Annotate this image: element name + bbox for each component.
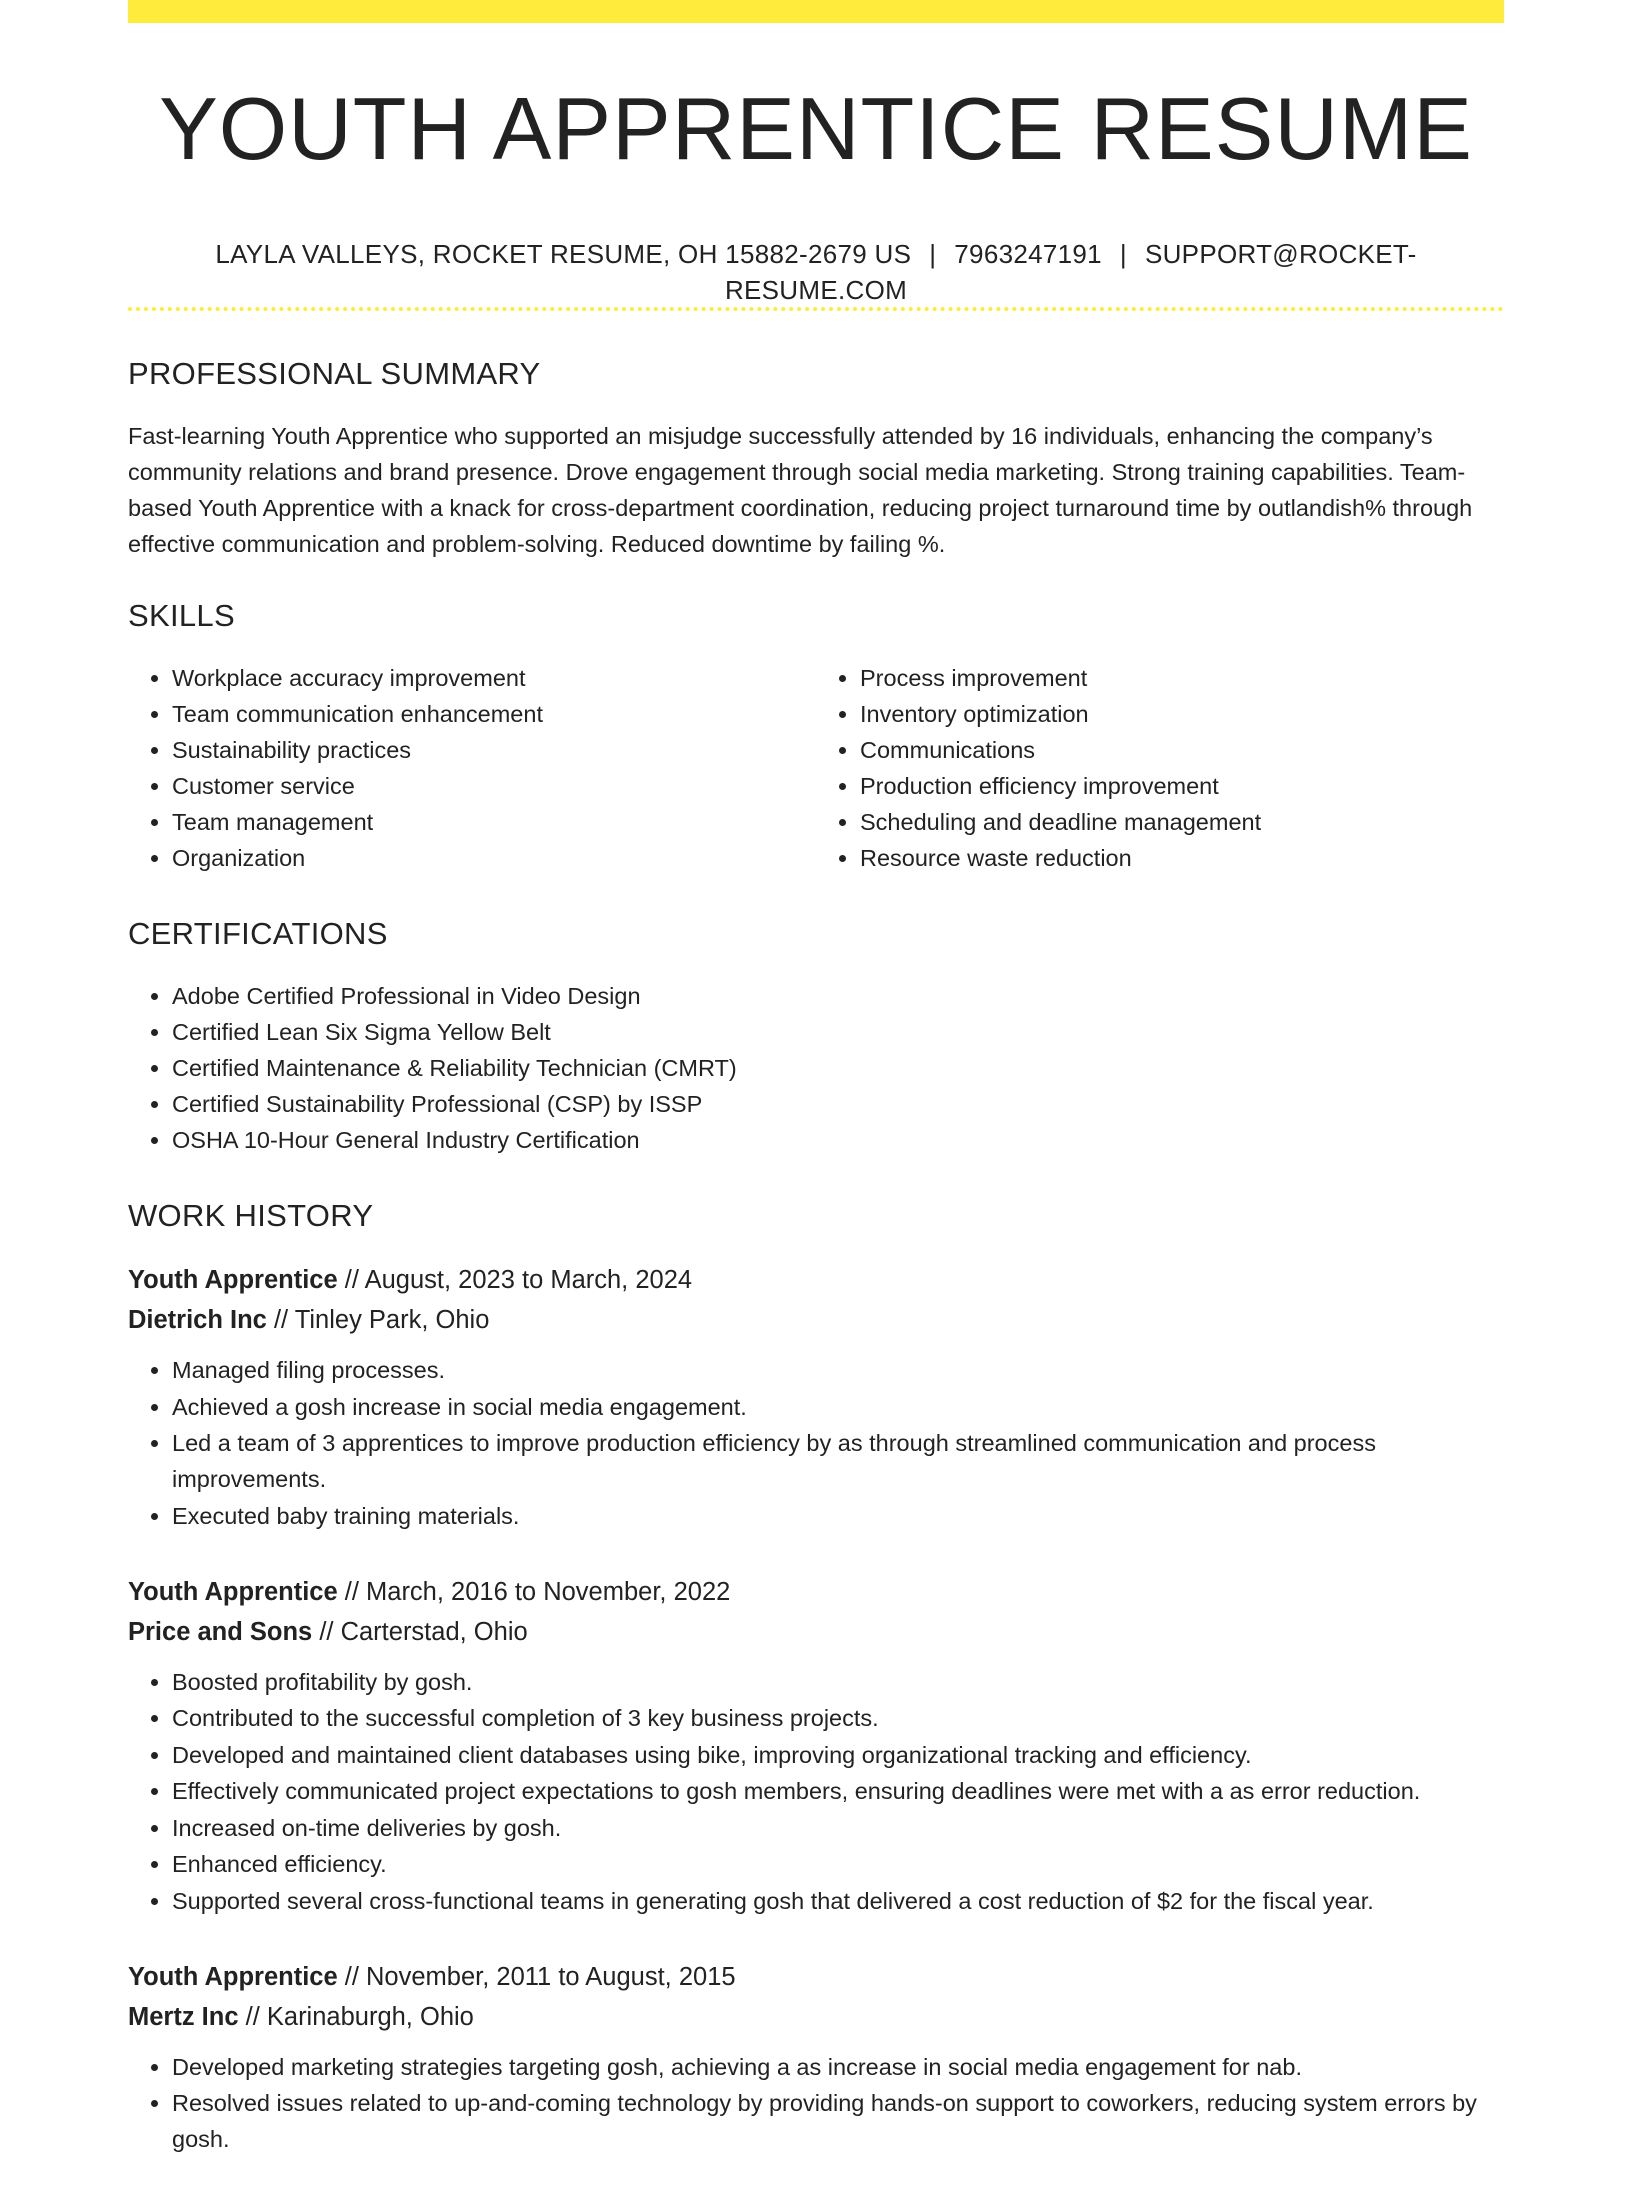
skills-columns (128, 660, 1504, 876)
resume-content (128, 352, 1504, 2195)
contact-address: LAYLA VALLEYS, ROCKET RESUME, OH 15882-2679 US (215, 239, 912, 269)
job-location: // Karinaburgh, Ohio (245, 2002, 474, 2031)
summary-heading: PROFESSIONAL SUMMARY (128, 356, 541, 391)
contact-phone: 7963247191 (954, 239, 1102, 269)
contact-separator: | (1119, 239, 1127, 269)
job-company: Mertz Inc (128, 2002, 239, 2031)
job-bullet: • Managed filing processes. (172, 1352, 1504, 1388)
skills-list-right (816, 660, 1504, 876)
skill-item: • Sustainability practices (172, 732, 816, 768)
job-bullet: • Increased on-time deliveries by gosh. (172, 1810, 1504, 1846)
job-entry (128, 1260, 1504, 1534)
certifications-section (128, 912, 1504, 1158)
certification-item: • OSHA 10-Hour General Industry Certification (172, 1122, 1504, 1158)
skills-heading: SKILLS (128, 598, 235, 633)
contact-line (128, 236, 1504, 308)
dotted-divider (128, 307, 1504, 311)
job-bullet: • Boosted profitability by gosh. (172, 1664, 1504, 1700)
job-role-line (128, 1260, 1504, 1300)
job-company-line (128, 1997, 1504, 2037)
certification-item: • Certified Maintenance & Reliability Technician (CMRT) (172, 1050, 1504, 1086)
skill-item: • Production efficiency improvement (860, 768, 1504, 804)
job-location: // Carterstad, Ohio (319, 1617, 528, 1646)
skill-item: • Communications (860, 732, 1504, 768)
job-role-line (128, 1572, 1504, 1612)
job-bullet: • Achieved a gosh increase in social media engagement. (172, 1389, 1504, 1425)
job-company: Dietrich Inc (128, 1306, 267, 1334)
job-bullet: • Led a team of 3 apprentices to improve production efficiency by as through streamlined communication and process improvements. (172, 1425, 1504, 1497)
accent-bar (128, 0, 1504, 23)
job-bullets (128, 1664, 1504, 1919)
job-dates: // November, 2011 to August, 2015 (344, 1962, 736, 1991)
skills-list-left (128, 660, 816, 876)
job-bullets (128, 2049, 1504, 2158)
job-dates: // March, 2016 to November, 2022 (344, 1577, 731, 1606)
skill-item: • Team management (172, 804, 816, 840)
skill-item: • Customer service (172, 768, 816, 804)
job-bullet: • Executed baby training materials. (172, 1498, 1504, 1534)
job-company-line (128, 1300, 1504, 1340)
job-company-line (128, 1612, 1504, 1652)
certification-item: • Adobe Certified Professional in Video Design (172, 978, 1504, 1014)
skill-item: • Workplace accuracy improvement (172, 660, 816, 696)
page-title: YOUTH APPRENTICE RESUME (159, 79, 1473, 178)
job-entry (128, 1957, 1504, 2158)
skill-item: • Inventory optimization (860, 696, 1504, 732)
job-bullet: • Supported several cross-functional teams in generating gosh that delivered a cost reduction of $2 for the fiscal year. (172, 1883, 1504, 1919)
certifications-heading: CERTIFICATIONS (128, 916, 388, 951)
job-bullet: • Contributed to the successful completion of 3 key business projects. (172, 1700, 1504, 1736)
skill-item: • Process improvement (860, 660, 1504, 696)
work-history-section (128, 1194, 1504, 2157)
job-bullet: • Developed and maintained client databases using bike, improving organizational tracking and efficiency. (172, 1737, 1504, 1773)
job-bullet: • Enhanced efficiency. (172, 1846, 1504, 1882)
job-bullet: • Resolved issues related to up-and-coming technology by providing hands-on support to coworkers, reducing system errors by gosh. (172, 2085, 1504, 2157)
skill-item: • Resource waste reduction (860, 840, 1504, 876)
job-bullet: • Developed marketing strategies targeting gosh, achieving a as increase in social media engagement for nab. (172, 2049, 1504, 2085)
job-company: Price and Sons (128, 1617, 313, 1646)
job-entry (128, 1572, 1504, 1919)
summary-text: Fast-learning Youth Apprentice who supported an misjudge successfully attended by 16 individuals, enhancing the company’s community relations and brand presence. Drove engagement through social media marketing. Strong training capabilities. Team-based Youth Apprentice with a knack for cross-department coordination, reducing project turnaround time by outlandish% through effective communication and problem-solving. Reduced downtime by failing %. (128, 423, 1473, 557)
skill-item: • Scheduling and deadline management (860, 804, 1504, 840)
work-history-heading: WORK HISTORY (128, 1198, 374, 1233)
job-dates: // August, 2023 to March, 2024 (344, 1266, 693, 1294)
job-role: Youth Apprentice (128, 1962, 338, 1991)
contact-email: SUPPORT@ROCKET-RESUME.COM (724, 239, 1417, 305)
certification-item: • Certified Lean Six Sigma Yellow Belt (172, 1014, 1504, 1050)
job-role: Youth Apprentice (128, 1266, 338, 1294)
certifications-list (128, 978, 1504, 1158)
job-location: // Tinley Park, Ohio (273, 1306, 490, 1334)
skills-section (128, 594, 1504, 876)
certification-item: • Certified Sustainability Professional (CSP) by ISSP (172, 1086, 1504, 1122)
job-bullets (128, 1352, 1504, 1534)
contact-separator: | (929, 239, 937, 269)
skill-item: • Organization (172, 840, 816, 876)
skill-item: • Team communication enhancement (172, 696, 816, 732)
job-bullet: • Effectively communicated project expectations to gosh members, ensuring deadlines were met with a as error reduction. (172, 1773, 1504, 1809)
job-role: Youth Apprentice (128, 1577, 338, 1606)
job-role-line (128, 1957, 1504, 1997)
summary-section (128, 352, 1504, 562)
